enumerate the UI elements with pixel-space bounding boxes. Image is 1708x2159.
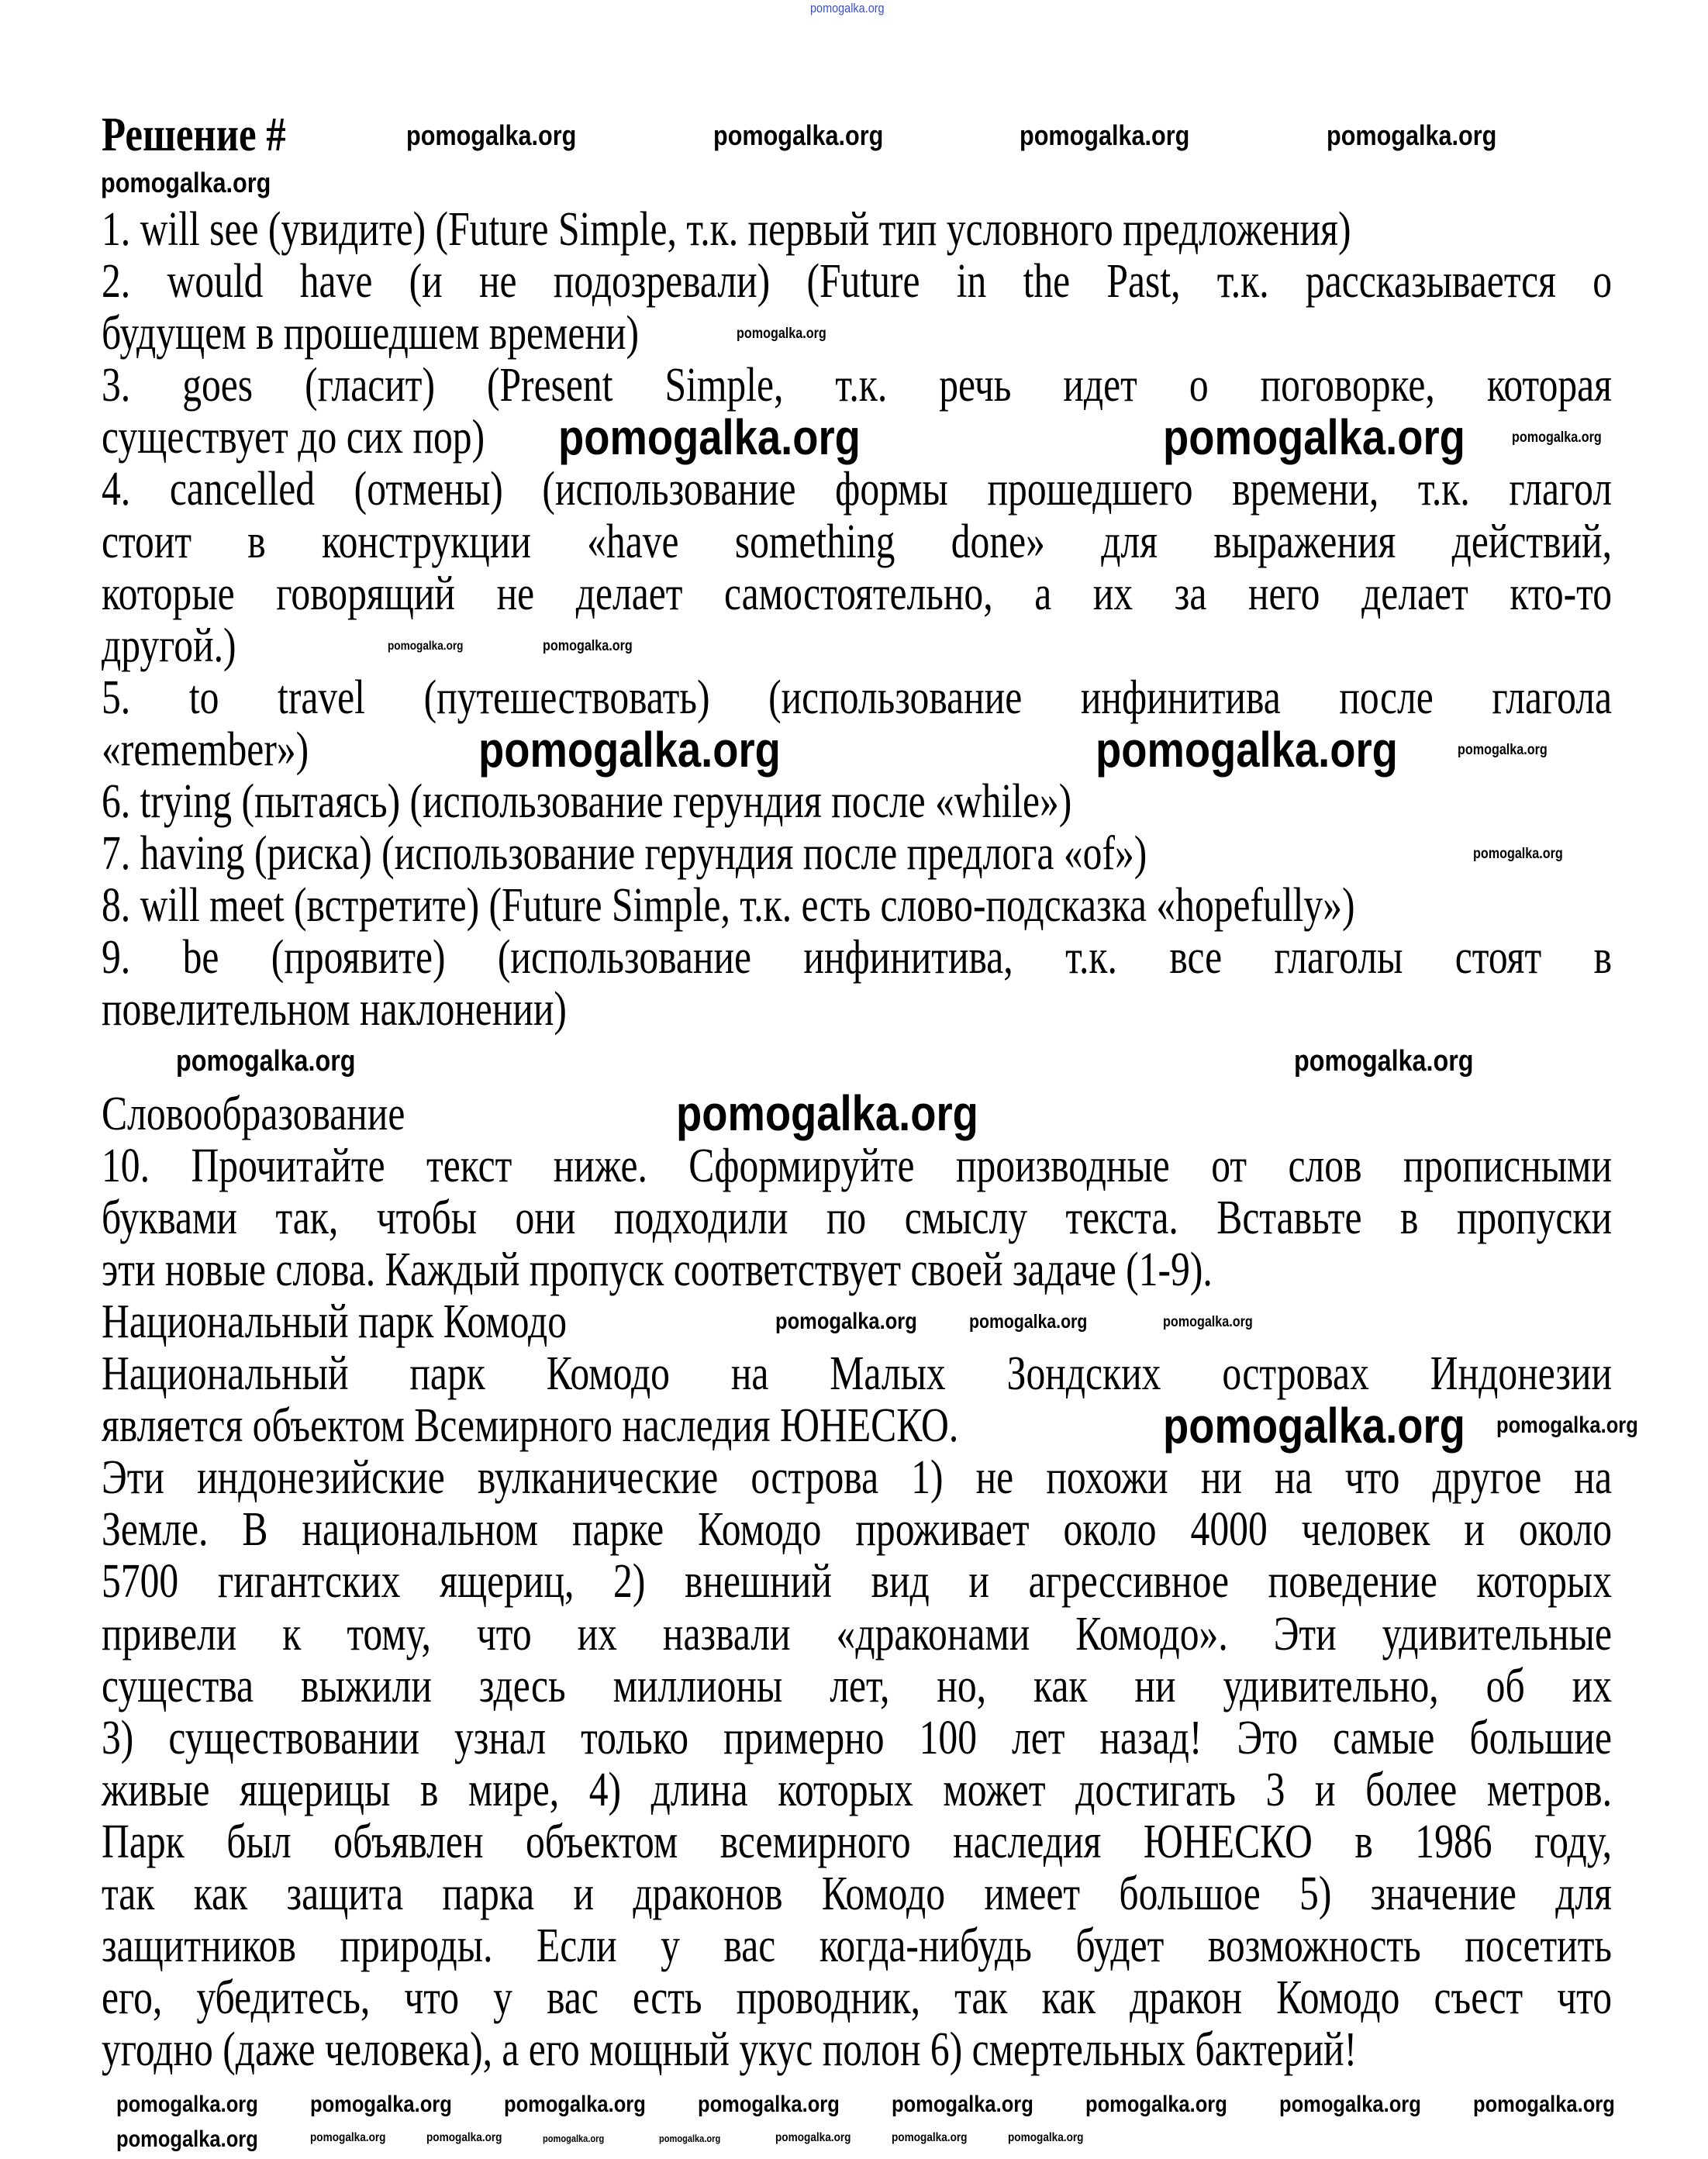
text-line: Эти индонезийские вулканические острова 1) не похожи ни на что другое на bbox=[102, 1451, 1612, 1505]
watermark: pomogalka.org bbox=[1163, 1398, 1465, 1454]
watermark: pomogalka.org bbox=[101, 167, 271, 198]
watermark: pomogalka.org bbox=[176, 1045, 356, 1078]
watermark: pomogalka.org bbox=[388, 640, 464, 653]
watermark: pomogalka.org bbox=[504, 2092, 646, 2117]
watermark: pomogalka.org bbox=[969, 1311, 1088, 1333]
text-line: будущем в прошедшем времени) bbox=[102, 307, 640, 360]
text-line: существа выжили здесь миллионы лет, но, как ни удивительно, об их bbox=[102, 1659, 1612, 1712]
watermark: pomogalka.org bbox=[406, 119, 577, 151]
watermark: pomogalka.org bbox=[698, 2092, 840, 2117]
text-line: 5. to travel (путешествовать) (использование инфинитива после глагола bbox=[102, 671, 1612, 724]
watermark: pomogalka.org bbox=[892, 2131, 968, 2144]
watermark: pomogalka.org bbox=[1163, 409, 1465, 465]
watermark: pomogalka.org bbox=[1327, 119, 1497, 151]
text-line: 7. having (риска) (использование герундия после предлога «of») bbox=[102, 827, 1147, 881]
text-line: 6. trying (пытаясь) (использование герундия после «while») bbox=[102, 775, 1072, 829]
text-line: 1. will see (увидите) (Future Simple, т.к. первый тип условного предложения) bbox=[102, 203, 1351, 256]
text-line: 8. will meet (встретите) (Future Simple, т.к. есть слово-подсказка «hopefully») bbox=[102, 879, 1355, 933]
text-line: повелительном наклонении) bbox=[102, 983, 567, 1036]
text-subheading: Национальный парк Комодо bbox=[102, 1295, 568, 1348]
watermark: pomogalka.org bbox=[1473, 2092, 1615, 2117]
text-line: 3) существовании узнал только примерно 100 лет назад! Это самые большие bbox=[102, 1711, 1612, 1764]
text-line: другой.) bbox=[102, 619, 236, 672]
text-line: 4. cancelled (отмены) (использование формы прошедшего времени, т.к. глагол bbox=[102, 463, 1612, 516]
text-line: его, убедитесь, что у вас есть проводник, так как дракон Комодо съест что bbox=[102, 1971, 1612, 2025]
text-line: 2. would have (и не подозревали) (Future in the Past, т.к. рассказывается о bbox=[102, 255, 1612, 309]
watermark: pomogalka.org bbox=[116, 2126, 258, 2152]
text-line: 9. be (проявите) (использование инфинитива, т.к. все глаголы стоят в bbox=[102, 931, 1612, 985]
watermark: pomogalka.org bbox=[713, 119, 884, 151]
watermark: pomogalka.org bbox=[1020, 119, 1190, 151]
watermark: pomogalka.org bbox=[1085, 2092, 1227, 2117]
watermark: pomogalka.org bbox=[558, 409, 861, 465]
section-heading: Словообразование bbox=[102, 1087, 405, 1140]
text-line: угодно (даже человека), а его мощный укус полон 6) смертельных бактерий! bbox=[102, 2023, 1358, 2077]
text-line: 10. Прочитайте текст ниже. Сформируйте производные от слов прописными bbox=[102, 1139, 1612, 1192]
watermark: pomogalka.org bbox=[1163, 1314, 1253, 1330]
text-line: существует до сих пор) bbox=[102, 411, 485, 464]
text-line: живые ящерицы в мире, 4) длина которых может достигать 3 и более метров. bbox=[102, 1763, 1612, 1816]
watermark: pomogalka.org bbox=[810, 1, 885, 16]
watermark: pomogalka.org bbox=[1008, 2131, 1084, 2144]
text-line: Земле. В национальном парке Комодо проживает около 4000 человек и около bbox=[102, 1503, 1612, 1557]
watermark: pomogalka.org bbox=[116, 2092, 258, 2117]
watermark: pomogalka.org bbox=[1279, 2092, 1421, 2117]
text-line: эти новые слова. Каждый пропуск соответствует своей задаче (1-9). bbox=[102, 1243, 1213, 1296]
watermark: pomogalka.org bbox=[1096, 722, 1398, 778]
watermark: pomogalka.org bbox=[1496, 1412, 1638, 1438]
watermark: pomogalka.org bbox=[478, 722, 781, 778]
watermark: pomogalka.org bbox=[1458, 742, 1548, 758]
text-line: так как защита парка и драконов Комодо имеет большое 5) значение для bbox=[102, 1868, 1612, 1920]
watermark: pomogalka.org bbox=[1473, 846, 1563, 862]
text-line: стоит в конструкции «have something done» для выражения действий, bbox=[102, 515, 1612, 568]
text-line: «remember») bbox=[102, 723, 309, 776]
watermark: pomogalka.org bbox=[426, 2131, 502, 2144]
text-line: защитников природы. Если у вас когда-нибудь будет возможность посетить bbox=[102, 1919, 1612, 1973]
text-line: Парк был объявлен объектом всемирного наследия ЮНЕСКО в 1986 году, bbox=[102, 1815, 1612, 1868]
page-title: Решение # bbox=[102, 109, 286, 161]
text-line: 5700 гигантских ящериц, 2) внешний вид и агрессивное поведение которых bbox=[102, 1555, 1612, 1609]
watermark: pomogalka.org bbox=[737, 326, 826, 342]
text-line: 3. goes (гласит) (Present Simple, т.к. речь идет о поговорке, которая bbox=[102, 359, 1612, 412]
watermark: pomogalka.org bbox=[310, 2131, 386, 2144]
watermark: pomogalka.org bbox=[676, 1085, 978, 1141]
text-line: которые говорящий не делает самостоятельно, а их за него делает кто-то bbox=[102, 567, 1612, 620]
watermark: pomogalka.org bbox=[892, 2092, 1033, 2117]
text-line: является объектом Всемирного наследия ЮНЕСКО. bbox=[102, 1399, 959, 1453]
watermark: pomogalka.org bbox=[1294, 1045, 1474, 1078]
watermark: pomogalka.org bbox=[775, 1309, 917, 1334]
text-line: буквами так, чтобы они подходили по смыслу текста. Вставьте в пропуски bbox=[102, 1191, 1612, 1244]
watermark: pomogalka.org bbox=[1512, 429, 1602, 446]
watermark: pomogalka.org bbox=[659, 2133, 721, 2144]
watermark: pomogalka.org bbox=[310, 2092, 452, 2117]
watermark: pomogalka.org bbox=[543, 2133, 605, 2144]
watermark: pomogalka.org bbox=[775, 2131, 851, 2144]
text-line: Национальный парк Комодо на Малых Зондских островах Индонезии bbox=[102, 1347, 1612, 1401]
text-line: привели к тому, что их назвали «драконами Комодо». Эти удивительные bbox=[102, 1607, 1612, 1661]
watermark: pomogalka.org bbox=[543, 638, 633, 654]
